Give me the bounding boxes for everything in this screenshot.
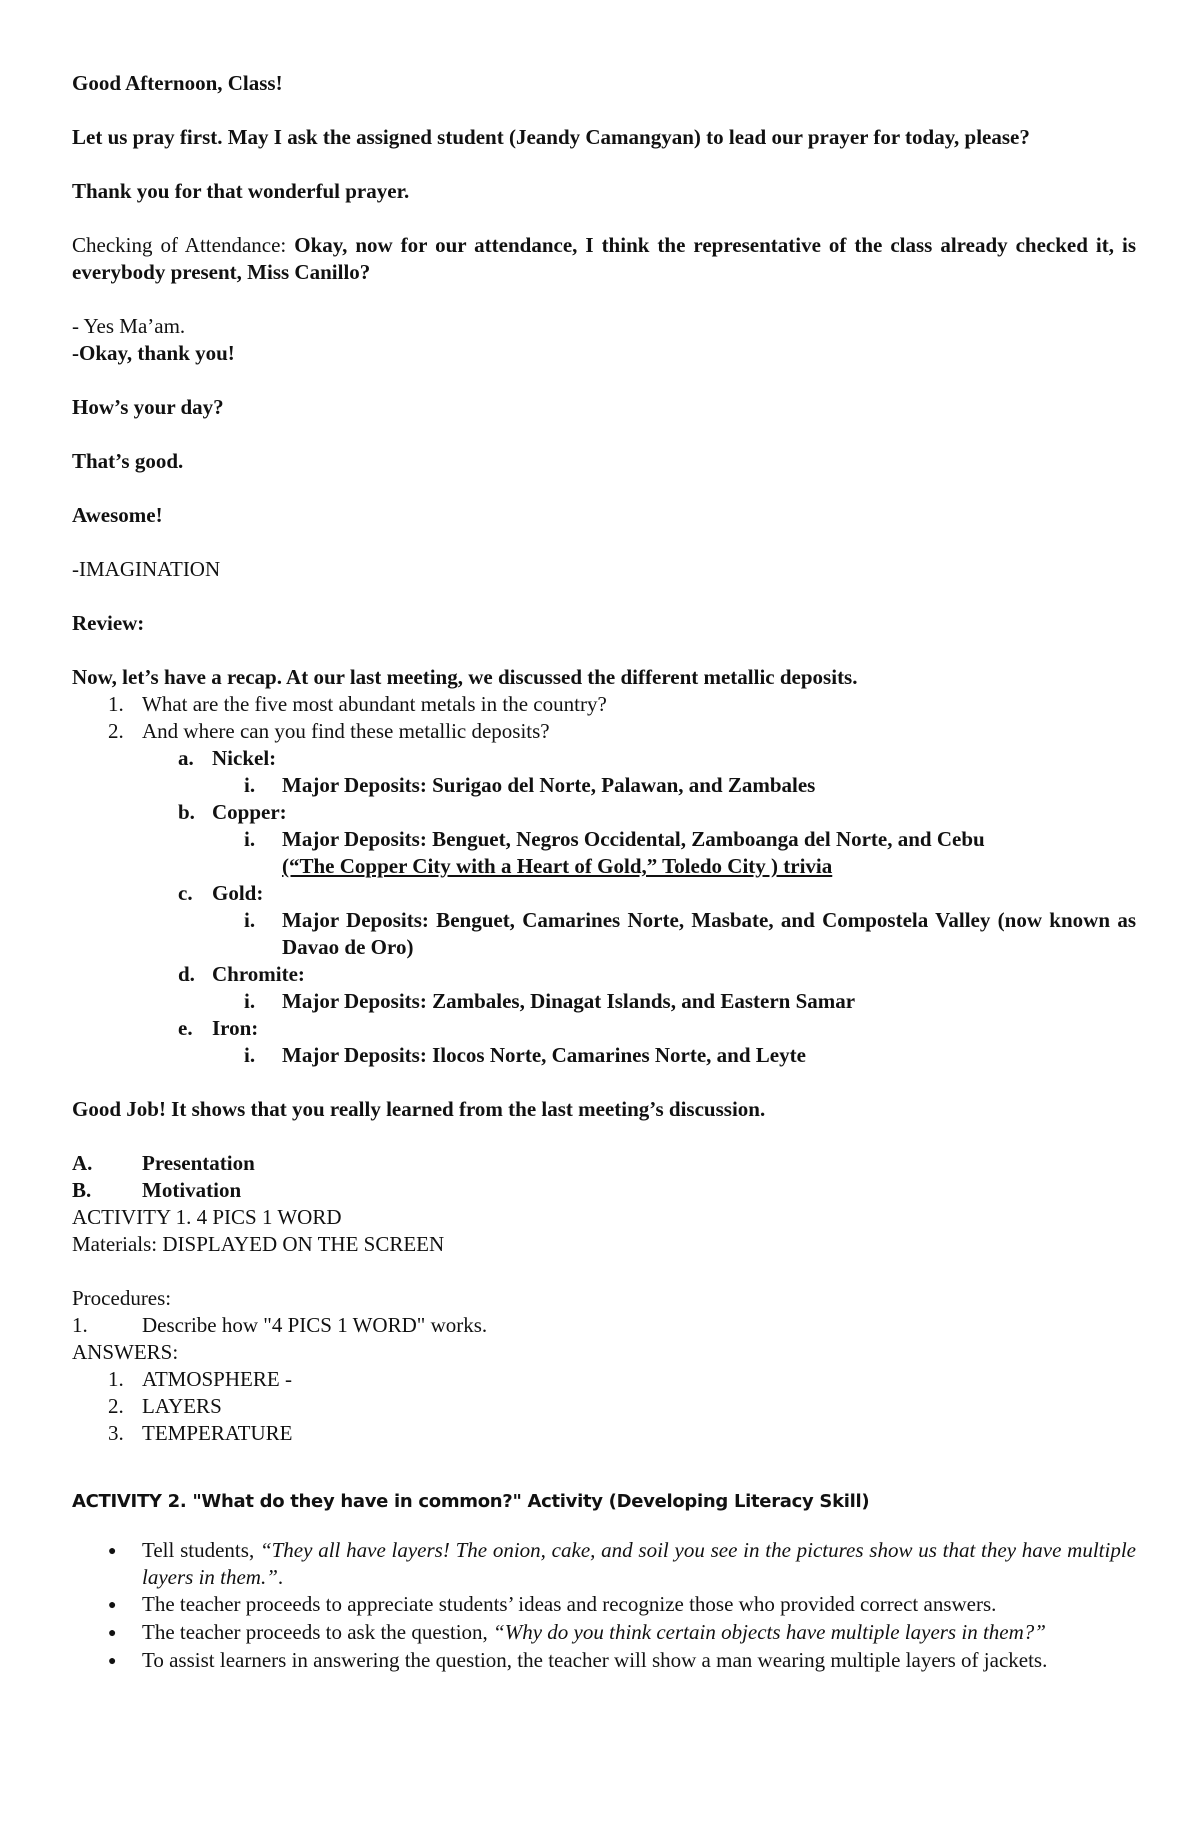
list-item: ● Tell students, “They all have layers! The onion, cake, and soil you see in the pictures show us that they have multiple layers in them.”. [108,1538,1136,1589]
metal-deposits: i. Major Deposits: Benguet, Camarines Norte, Masbate, and Compostela Valley (now known as Davao de Oro) [244,908,1136,959]
procedure-item: 1. Describe how "4 PICS 1 WORD" works. [72,1313,488,1337]
review-heading: Review: [72,611,145,635]
list-item: 2. And where can you find these metallic deposits? [108,719,550,743]
metal-item: c. Gold: [178,881,264,905]
review-questions [72,691,1136,745]
metals-list [72,745,1136,1069]
metal-deposits: i. Major Deposits: Benguet, Negros Occidental, Zamboanga del Norte, and Cebu (“The Copper City with a Heart of Gold,” Toledo City ) trivia [244,827,985,878]
document-page [72,70,1136,1675]
review-closing: Good Job! It shows that you really learned from the last meeting’s discussion. [72,1097,766,1121]
imagination: -IMAGINATION [72,557,221,581]
metal-deposits: i. Major Deposits: Surigao del Norte, Palawan, and Zambales [244,773,816,797]
metal-item: d. Chromite: [178,962,305,986]
procedures-label: Procedures: [72,1286,172,1310]
list-item: 2. LAYERS [108,1394,222,1418]
section-heading: A. Presentation [72,1151,255,1175]
reply-thanks: -Okay, thank you! [72,341,235,365]
thats-good: That’s good. [72,449,184,473]
attendance-label: Checking of Attendance: [72,233,287,257]
activity1-title: ACTIVITY 1. 4 PICS 1 WORD [72,1205,342,1229]
metal-deposits: i. Major Deposits: Zambales, Dinagat Islands, and Eastern Samar [244,989,856,1013]
bullet-icon: ● [108,1626,117,1641]
metal-item: b. Copper: [178,800,287,824]
list-item: ● The teacher proceeds to ask the question, “Why do you think certain objects have multiple layers in them?” [72,1619,1136,1647]
attendance-text: Okay, now for our attendance, I think the representative of the class already checked it, is everybody present, Miss Canillo? [72,233,1136,284]
prayer-thanks: Thank you for that wonderful prayer. [72,179,410,203]
bullet-icon: ● [108,1598,117,1613]
bullet-icon: ● [108,1654,117,1669]
metal-item: e. Iron: [178,1016,259,1040]
attendance-paragraph [72,232,1136,286]
reply-yes: - Yes Ma’am. [72,314,186,338]
list-item: 1. What are the five most abundant metals in the country? [108,692,607,716]
greeting: Good Afternoon, Class! [72,71,283,95]
answers-list [72,1366,1136,1447]
answers-label: ANSWERS: [72,1340,179,1364]
metal-item: a. Nickel: [178,746,277,770]
section-heading: B. Motivation [72,1178,242,1202]
activity2-bullets [72,1537,1136,1675]
awesome: Awesome! [72,503,163,527]
copper-trivia: (“The Copper City with a Heart of Gold,” Toledo City ) trivia [282,854,833,878]
prayer-request: Let us pray first. May I ask the assigned student (Jeandy Camangyan) to lead our prayer for today, please? [72,125,1030,149]
bullet-icon: ● [108,1544,117,1559]
hows-day: How’s your day? [72,395,224,419]
activity1-materials: Materials: DISPLAYED ON THE SCREEN [72,1232,445,1256]
review-intro: Now, let’s have a recap. At our last meeting, we discussed the different metallic deposits. [72,665,858,689]
list-item: ● To assist learners in answering the question, the teacher will show a man wearing multiple layers of jackets. [72,1647,1136,1675]
list-item: 1. ATMOSPHERE - [108,1367,292,1391]
activity2-title: ACTIVITY 2. "What do they have in common?" Activity (Developing Literacy Skill) [72,1491,870,1512]
list-item: ● The teacher proceeds to appreciate students’ ideas and recognize those who provided correct answers. [72,1591,1136,1619]
metal-deposits: i. Major Deposits: Ilocos Norte, Camarines Norte, and Leyte [244,1043,806,1067]
list-item: 3. TEMPERATURE [108,1421,293,1445]
